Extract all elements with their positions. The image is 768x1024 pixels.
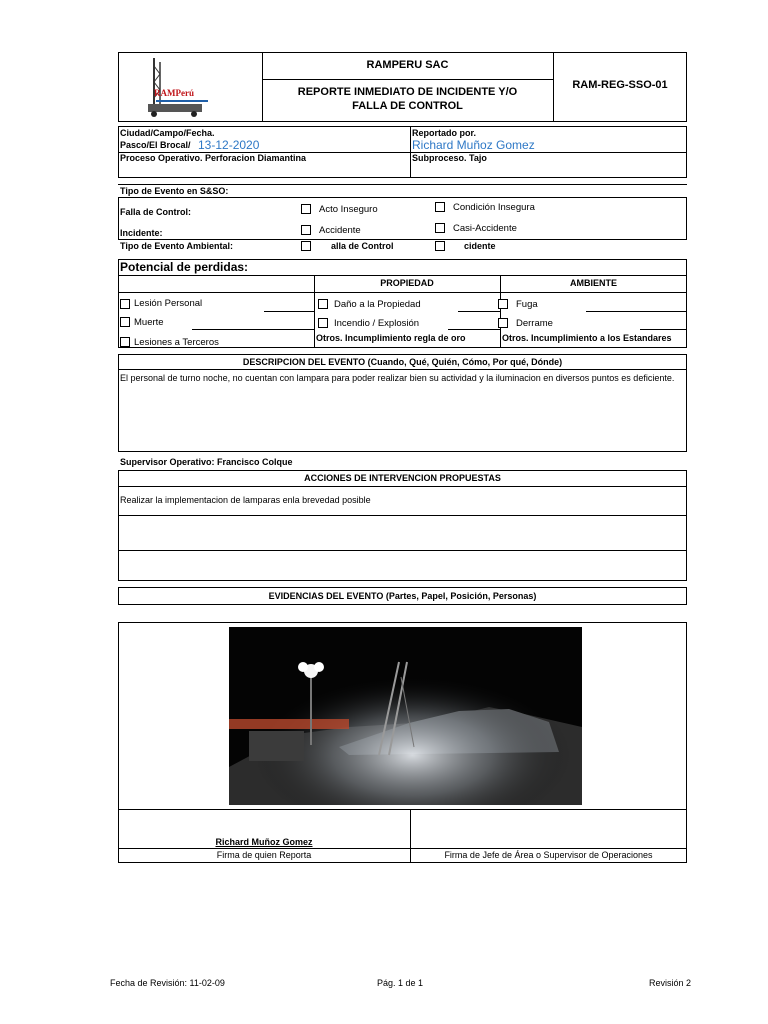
condicion-insegura-label: Condición Insegura (453, 202, 535, 213)
otros-estandares-label: Otros. Incumplimiento a los Estandares (502, 333, 672, 343)
lesion-personal-label: Lesión Personal (134, 298, 203, 309)
company-logo (140, 56, 220, 118)
acto-inseguro-label: Acto Inseguro (319, 204, 378, 215)
acciones-heading: ACCIONES DE INTERVENCION PROPUESTAS (304, 473, 501, 483)
falla-label: Falla de Control: (120, 207, 192, 217)
incendio-label: Incendio / Explosión (334, 318, 420, 329)
derrame-line (640, 329, 687, 330)
lesiones-terceros-label: Lesiones a Terceros (134, 337, 219, 348)
drill-rig-logo-icon (140, 56, 220, 118)
evidence-photo (229, 627, 582, 805)
dano-propiedad-line (458, 311, 500, 312)
footer-revision: Revisión 2 (649, 978, 692, 988)
report-title-line1: REPORTE INMEDIATO DE INCIDENTE Y/O (297, 86, 518, 98)
propiedad-header: PROPIEDAD (380, 278, 434, 288)
logo-stripe (156, 100, 208, 102)
lesion-personal-checkbox[interactable] (120, 299, 130, 309)
ambiental-incidente-label: cidente (464, 241, 496, 251)
evidencias-divider (118, 848, 687, 849)
muerte-label: Muerte (134, 317, 164, 328)
muerte-checkbox[interactable] (120, 317, 130, 327)
acciones-divider (118, 550, 687, 551)
logo-text: RAMPerú (154, 88, 194, 98)
muerte-line (192, 329, 314, 330)
ambiental-falla-checkbox[interactable] (301, 241, 311, 251)
evidencias-divider (118, 809, 687, 810)
descripcion-heading: DESCRIPCION DEL EVENTO (Cuando, Qué, Quién, Cómo, Por qué, Dónde) (242, 357, 563, 367)
reporter-name: Richard Muñoz Gomez (215, 837, 313, 847)
casi-accidente-checkbox[interactable] (435, 223, 445, 233)
fuga-checkbox[interactable] (498, 299, 508, 309)
acto-inseguro-checkbox[interactable] (301, 204, 311, 214)
incendio-line (448, 329, 500, 330)
reportado-value: Richard Muñoz Gomez (412, 138, 535, 152)
lesion-personal-line (264, 311, 314, 312)
subproceso-label: Subproceso. Tajo (412, 153, 487, 163)
ambiental-incidente-checkbox[interactable] (435, 241, 445, 251)
event-type-heading: Tipo de Evento en S&SO: (120, 186, 229, 196)
ciudad-label: Ciudad/Campo/Fecha. (120, 128, 215, 138)
firma-supervisor-caption: Firma de Jefe de Área o Supervisor de Operaciones (444, 850, 653, 860)
event-type-topline (118, 184, 687, 185)
dano-propiedad-label: Daño a la Propiedad (334, 299, 421, 310)
proceso-label: Proceso Operativo. Perforacion Diamantina (120, 153, 307, 163)
dano-propiedad-checkbox[interactable] (318, 299, 328, 309)
derrame-checkbox[interactable] (498, 318, 508, 328)
header-divider (262, 79, 553, 80)
company-name: RAMPERU SAC (366, 59, 449, 71)
reportado-label: Reportado por. (412, 128, 477, 138)
incendio-checkbox[interactable] (318, 318, 328, 328)
report-title-line2: FALLA DE CONTROL (352, 100, 463, 112)
derrame-label: Derrame (516, 318, 553, 329)
ambiente-header: AMBIENTE (570, 278, 617, 288)
event-date: 13-12-2020 (198, 138, 260, 152)
evidencias-heading: EVIDENCIAS DEL EVENTO (Partes, Papel, Posición, Personas) (268, 591, 537, 601)
accidente-checkbox[interactable] (301, 225, 311, 235)
perdidas-divider (118, 275, 687, 276)
descripcion-divider (118, 369, 687, 370)
casi-accidente-label: Casi-Accidente (453, 223, 517, 234)
incidente-label: Incidente: (120, 228, 163, 238)
ambiental-falla-label: alla de Control (331, 241, 394, 251)
perdidas-divider (118, 292, 687, 293)
otros-regla-label: Otros. Incumplimiento regla de oro (316, 333, 466, 343)
fuga-label: Fuga (516, 299, 538, 310)
accion-item-1: Realizar la implementacion de lamparas enla brevedad posible (120, 495, 371, 505)
lesiones-terceros-line (264, 347, 314, 348)
fuga-line (586, 311, 687, 312)
supervisor-label: Supervisor Operativo: Francisco Colque (120, 457, 293, 467)
event-type-table (118, 197, 687, 240)
lesiones-terceros-checkbox[interactable] (120, 337, 130, 347)
acciones-divider (118, 486, 687, 487)
document-code: RAM-REG-SSO-01 (572, 79, 668, 91)
night-drilling-scene-image (229, 627, 582, 805)
acciones-divider (118, 515, 687, 516)
ambiental-label: Tipo de Evento Ambiental: (120, 241, 234, 251)
location-label: Pasco/El Brocal/ (120, 140, 191, 150)
descripcion-text: El personal de turno noche, no cuentan con lampara para poder realizar bien su actividad y la iluminacion en diversos puntos es deficiente. (120, 373, 675, 383)
perdidas-heading: Potencial de perdidas: (120, 260, 249, 274)
condicion-insegura-checkbox[interactable] (435, 202, 445, 212)
footer-pagina: Pág. 1 de 1 (377, 978, 424, 988)
footer-fecha-revision: Fecha de Revisión: 11-02-09 (110, 978, 225, 988)
accidente-label: Accidente (319, 225, 361, 236)
firma-reporta-caption: Firma de quien Reporta (216, 850, 312, 860)
